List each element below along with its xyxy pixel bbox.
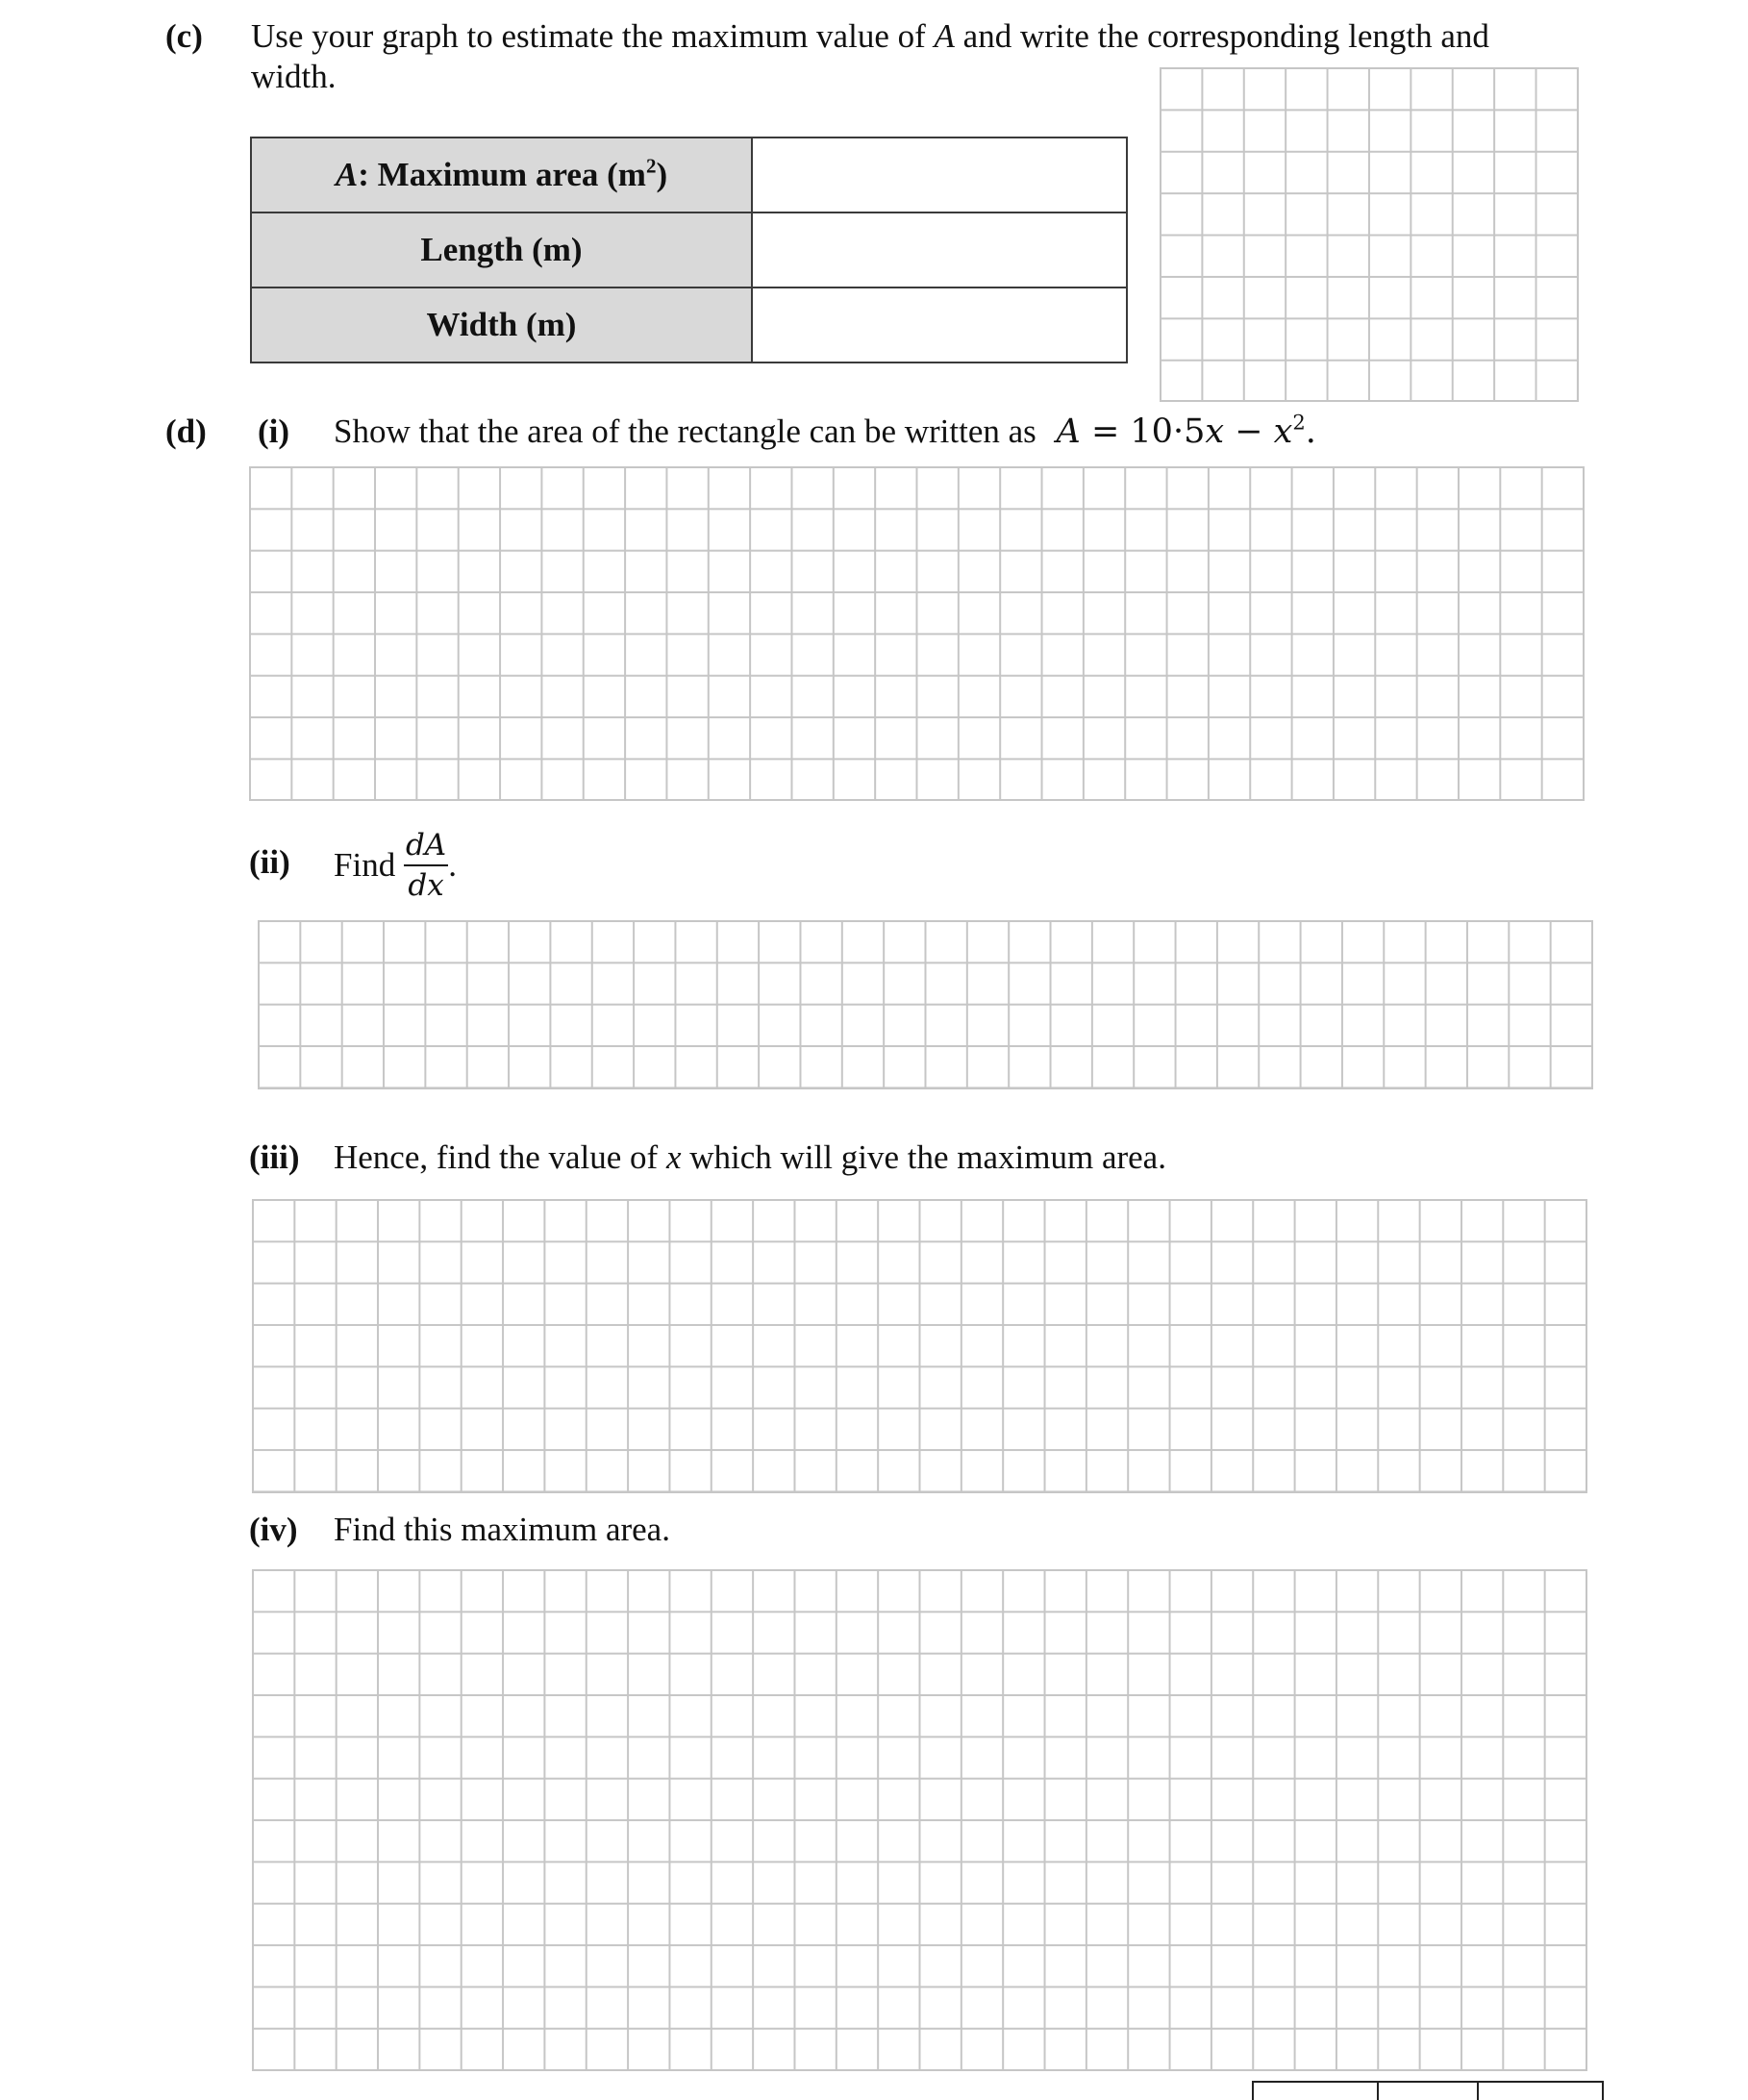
part-d-i-question <box>334 412 1316 452</box>
marks-box-divider <box>1377 2083 1379 2100</box>
part-d-iv-answer-grid[interactable] <box>252 1569 1587 2071</box>
fraction-numerator: dA <box>404 828 448 866</box>
part-c-text-post: and write the corresponding length and <box>954 17 1489 55</box>
part-c-question <box>251 16 1489 57</box>
width-label: Width (m) <box>251 288 752 362</box>
answer-table <box>250 137 1128 363</box>
equation-minus: − <box>1224 412 1274 451</box>
part-d-ii-question <box>334 818 457 910</box>
part-c-answer-grid[interactable] <box>1160 67 1579 402</box>
table-row-max-area <box>251 138 1127 212</box>
part-d-iii-question <box>334 1138 1166 1178</box>
part-d-i-answer-grid[interactable] <box>249 466 1585 801</box>
part-d-iv-label: (iv) <box>249 1511 298 1548</box>
equation-var2: x <box>1273 412 1293 451</box>
part-d-ii-end: . <box>448 845 457 884</box>
part-c-question-line2: width. <box>251 58 337 95</box>
part-d-ii-label: (ii) <box>249 843 290 881</box>
max-area-text: : Maximum area (m <box>358 156 646 193</box>
equation-lhs: A <box>1056 412 1081 451</box>
part-d-i-text: Show that the area of the rectangle can be written as <box>334 412 1036 450</box>
length-answer-cell[interactable] <box>752 212 1127 288</box>
part-c-var: A <box>934 17 955 55</box>
part-c-label: (c) <box>165 17 203 55</box>
part-d-ii-text: Find <box>334 845 396 884</box>
marks-box <box>1252 2081 1604 2100</box>
table-row-length <box>251 212 1127 288</box>
max-area-close: ) <box>656 156 668 193</box>
part-c-text-pre: Use your graph to estimate the maximum value of <box>251 17 935 55</box>
length-label: Length (m) <box>251 212 752 288</box>
fraction-denominator: dx <box>408 867 444 903</box>
max-area-var: A <box>335 156 359 193</box>
max-area-sup: 2 <box>645 154 657 178</box>
part-d-iii-text-pre: Hence, find the value of <box>334 1138 666 1176</box>
width-answer-cell[interactable] <box>752 288 1127 362</box>
equation-coef: 10·5 <box>1130 412 1206 451</box>
part-d-i-label: (i) <box>258 412 290 450</box>
part-d-iii-answer-grid[interactable] <box>252 1199 1587 1493</box>
part-d-iii-label: (iii) <box>249 1138 300 1176</box>
equation-end: . <box>1305 412 1316 451</box>
equation-var: x <box>1205 412 1225 451</box>
derivative-fraction <box>404 828 448 903</box>
part-d-iii-var: x <box>665 1138 682 1176</box>
max-area-label <box>251 138 752 212</box>
part-d-iii-text-post: which will give the maximum area. <box>681 1138 1166 1176</box>
part-d-label: (d) <box>165 412 207 450</box>
marks-box-divider <box>1477 2083 1479 2100</box>
equation-eq: = <box>1080 412 1131 451</box>
max-area-answer-cell[interactable] <box>752 138 1127 212</box>
table-row-width <box>251 288 1127 362</box>
part-d-iv-question: Find this maximum area. <box>334 1511 670 1548</box>
equation-sup: 2 <box>1292 411 1306 435</box>
part-d-ii-answer-grid[interactable] <box>258 920 1593 1089</box>
